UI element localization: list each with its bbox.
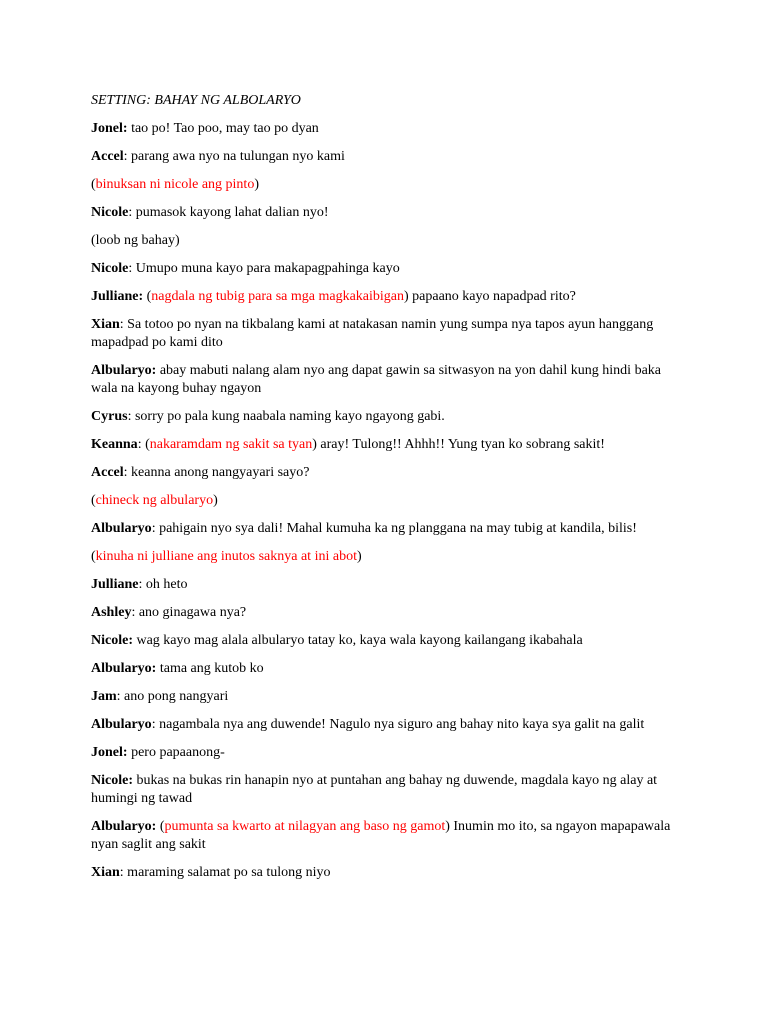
stage-direction-text: pumunta sa kwarto at nilagyan ang baso ng gamot bbox=[164, 819, 446, 834]
speaker-name: Julliane bbox=[91, 577, 139, 592]
dialogue-text: : sorry po pala kung naabala naming kayo ngayong gabi. bbox=[127, 409, 445, 424]
dialogue-line bbox=[91, 864, 673, 882]
speaker-name: Albularyo: bbox=[91, 661, 157, 676]
dialogue-text: : ano ginagawa nya? bbox=[131, 605, 247, 620]
dialogue-line bbox=[91, 604, 673, 622]
dialogue-text: tama ang kutob ko bbox=[156, 661, 264, 676]
speaker-name: Nicole bbox=[91, 261, 129, 276]
speaker-name: Ashley bbox=[91, 605, 132, 620]
dialogue-line bbox=[91, 288, 673, 306]
dialogue-text: abay mabuti nalang alam nyo ang dapat gawin sa sitwasyon na yon dahil kung hindi baka wala na kayong buhay ngayon bbox=[91, 363, 661, 396]
dialogue-text: ) bbox=[254, 177, 259, 192]
stage-direction-text: binuksan ni nicole ang pinto bbox=[95, 177, 255, 192]
dialogue-text: : pahigain nyo sya dali! Mahal kumuha ka ng planggana na may tubig at kandila, bilis! bbox=[151, 521, 637, 536]
speaker-name: Albularyo bbox=[91, 521, 152, 536]
speaker-name: Keanna bbox=[91, 437, 138, 452]
dialogue-text: pero papaanong- bbox=[127, 745, 225, 760]
dialogue-text: ( bbox=[156, 819, 165, 834]
script-page bbox=[91, 92, 673, 892]
stage-direction-line bbox=[91, 176, 673, 194]
dialogue-text: bukas na bukas rin hanapin nyo at puntahan ang bahay ng duwende, magdala kayo ng alay at humingi ng tawad bbox=[91, 773, 658, 806]
dialogue-text: ( bbox=[91, 549, 96, 564]
dialogue-line bbox=[91, 818, 673, 854]
dialogue-text: wag kayo mag alala albularyo tatay ko, kaya wala kayong kailangang ikabahala bbox=[132, 633, 583, 648]
dialogue-text: : maraming salamat po sa tulong niyo bbox=[119, 865, 331, 880]
stage-direction-text: nagdala ng tubig para sa mga magkakaibigan bbox=[151, 289, 404, 304]
dialogue-text: : keanna anong nangyayari sayo? bbox=[123, 465, 310, 480]
speaker-name: Albularyo bbox=[91, 717, 152, 732]
dialogue-line bbox=[91, 204, 673, 222]
dialogue-line bbox=[91, 148, 673, 166]
dialogue-line bbox=[91, 520, 673, 538]
speaker-name: Accel bbox=[91, 149, 124, 164]
dialogue-text: ) Inumin mo ito, sa ngayon mapapawala nyan saglit ang sakit bbox=[91, 819, 671, 852]
dialogue-line bbox=[91, 660, 673, 678]
dialogue-text: (loob ng bahay) bbox=[91, 233, 180, 248]
dialogue-text: : Umupo muna kayo para makapagpahinga kayo bbox=[128, 261, 400, 276]
dialogue-line bbox=[91, 260, 673, 278]
speaker-name: Nicole: bbox=[91, 633, 133, 648]
dialogue-line bbox=[91, 464, 673, 482]
dialogue-list bbox=[91, 120, 673, 882]
dialogue-text: tao po! Tao poo, may tao po dyan bbox=[127, 121, 319, 136]
speaker-name: Xian bbox=[91, 865, 120, 880]
stage-direction-text: nakaramdam ng sakit sa tyan bbox=[149, 437, 313, 452]
dialogue-text: ) bbox=[213, 493, 218, 508]
dialogue-text: : ( bbox=[137, 437, 150, 452]
speaker-name: Nicole bbox=[91, 205, 129, 220]
speaker-name: Julliane: bbox=[91, 289, 144, 304]
speaker-name: Xian bbox=[91, 317, 120, 332]
dialogue-line bbox=[91, 408, 673, 426]
stage-direction-text: kinuha ni julliane ang inutos saknya at ini abot bbox=[95, 549, 357, 564]
dialogue-line bbox=[91, 362, 673, 398]
stage-direction-text: chineck ng albularyo bbox=[95, 493, 214, 508]
dialogue-line bbox=[91, 688, 673, 706]
stage-direction-line bbox=[91, 548, 673, 566]
speaker-name: Albularyo: bbox=[91, 819, 157, 834]
speaker-name: Albularyo: bbox=[91, 363, 157, 378]
dialogue-text: ( bbox=[143, 289, 152, 304]
setting-heading: SETTING: BAHAY NG ALBOLARYO bbox=[91, 93, 301, 108]
dialogue-text: : ano pong nangyari bbox=[116, 689, 229, 704]
speaker-name: Jonel: bbox=[91, 121, 128, 136]
speaker-name: Jam bbox=[91, 689, 117, 704]
dialogue-text: ) aray! Tulong!! Ahhh!! Yung tyan ko sobrang sakit! bbox=[312, 437, 605, 452]
dialogue-line bbox=[91, 716, 673, 734]
dialogue-text: : Sa totoo po nyan na tikbalang kami at natakasan namin yung sumpa nya tapos ayun hanggang mapadpad po kami dito bbox=[91, 317, 654, 350]
stage-direction-line bbox=[91, 232, 673, 250]
dialogue-line bbox=[91, 120, 673, 138]
dialogue-text: : nagambala nya ang duwende! Nagulo nya siguro ang bahay nito kaya sya galit na galit bbox=[151, 717, 645, 732]
dialogue-line bbox=[91, 772, 673, 808]
speaker-name: Accel bbox=[91, 465, 124, 480]
dialogue-text: : parang awa nyo na tulungan nyo kami bbox=[123, 149, 345, 164]
dialogue-text: ( bbox=[91, 493, 96, 508]
speaker-name: Cyrus bbox=[91, 409, 128, 424]
speaker-name: Nicole: bbox=[91, 773, 133, 788]
stage-direction-line bbox=[91, 492, 673, 510]
speaker-name: Jonel: bbox=[91, 745, 128, 760]
dialogue-text: : oh heto bbox=[138, 577, 188, 592]
dialogue-line bbox=[91, 632, 673, 650]
dialogue-line bbox=[91, 316, 673, 352]
dialogue-text: ) papaano kayo napadpad rito? bbox=[404, 289, 576, 304]
dialogue-line bbox=[91, 436, 673, 454]
dialogue-text: ( bbox=[91, 177, 96, 192]
dialogue-text: : pumasok kayong lahat dalian nyo! bbox=[128, 205, 329, 220]
dialogue-line bbox=[91, 744, 673, 762]
dialogue-text: ) bbox=[356, 549, 362, 564]
dialogue-line bbox=[91, 576, 673, 594]
